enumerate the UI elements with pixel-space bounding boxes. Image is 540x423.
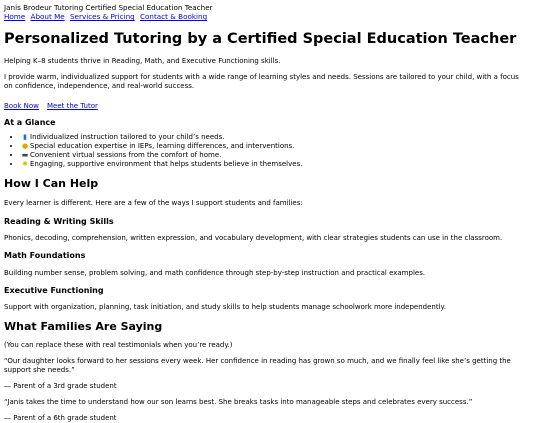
list-item-text: Engaging, supportive environment that helps students believe in themselves. — [30, 160, 303, 168]
main-nav — [4, 12, 540, 21]
math-foundations-text: Building number sense, problem solving, and math confidence through step-by-step instruction and practical examples. — [4, 269, 426, 277]
hero-intro: I provide warm, individualized support for students with a wide range of learning styles and needs. Sessions are tailored to your child, with a focus on confidence, independence, and real-world success. — [4, 73, 519, 90]
list-item-text: Special education expertise in IEPs, learning differences, and interventions. — [30, 142, 295, 150]
executive-functioning-text: Support with organization, planning, task initiation, and study skills to help students manage schoolwork more independently. — [4, 303, 446, 311]
nav-link-contact[interactable]: Contact & Booking — [140, 12, 208, 21]
testimonial-author: — Parent of a 6th grade student — [4, 414, 117, 422]
reading-writing-text: Phonics, decoding, comprehension, written expression, and vocabulary development, with clear strategies students can use in the classroom. — [4, 234, 503, 242]
list-item-text: Convenient virtual sessions from the comfort of home. — [30, 151, 222, 159]
list-item-text: Individualized instruction tailored to your child’s needs. — [30, 133, 225, 141]
glance-heading: At a Glance — [4, 118, 56, 127]
page-title: Personalized Tutoring by a Certified Special Education Teacher — [4, 31, 517, 47]
cta-links — [4, 98, 540, 111]
families-heading: What Families Are Saying — [4, 320, 163, 333]
testimonial-quote: “Janis takes the time to understand how our son learns best. She breaks tasks into manageable steps and celebrates every success.” — [4, 398, 473, 406]
nav-link-services[interactable]: Services & Pricing — [70, 12, 135, 21]
list-item — [21, 151, 540, 160]
site-title: Janis Brodeur Tutoring Certified Special Education Teacher — [4, 3, 213, 12]
glance-list — [4, 133, 540, 169]
testimonials-note: (You can replace these with real testimonials when you’re ready.) — [4, 341, 233, 349]
list-item — [21, 133, 540, 142]
hero-tagline: Helping K–8 students thrive in Reading, Math, and Executive Functioning skills. — [4, 57, 281, 65]
testimonial-quote: “Our daughter looks forward to her sessions every week. Her confidence in reading has grown so much, and we finally feel like she’s getting the support she needs.” — [4, 357, 511, 374]
nav-link-about[interactable]: About Me — [30, 12, 65, 21]
help-heading: How I Can Help — [4, 177, 99, 190]
book-icon: ▮ — [23, 133, 27, 141]
lightbulb-icon: ● — [21, 142, 29, 150]
list-item — [21, 142, 540, 151]
book-now-link[interactable]: Book Now — [4, 102, 39, 110]
laptop-icon: ▬ — [21, 151, 29, 159]
meet-the-tutor-link[interactable]: Meet the Tutor — [46, 102, 98, 110]
math-foundations-heading: Math Foundations — [4, 251, 86, 260]
reading-writing-heading: Reading & Writing Skills — [4, 217, 114, 226]
executive-functioning-heading: Executive Functioning — [4, 286, 104, 295]
star-icon: ✸ — [22, 160, 28, 168]
help-intro: Every learner is different. Here are a few of the ways I support students and families: — [4, 199, 303, 207]
list-item — [21, 160, 540, 169]
nav-link-home[interactable]: Home — [4, 12, 26, 21]
testimonial-author: — Parent of a 3rd grade student — [4, 382, 117, 390]
